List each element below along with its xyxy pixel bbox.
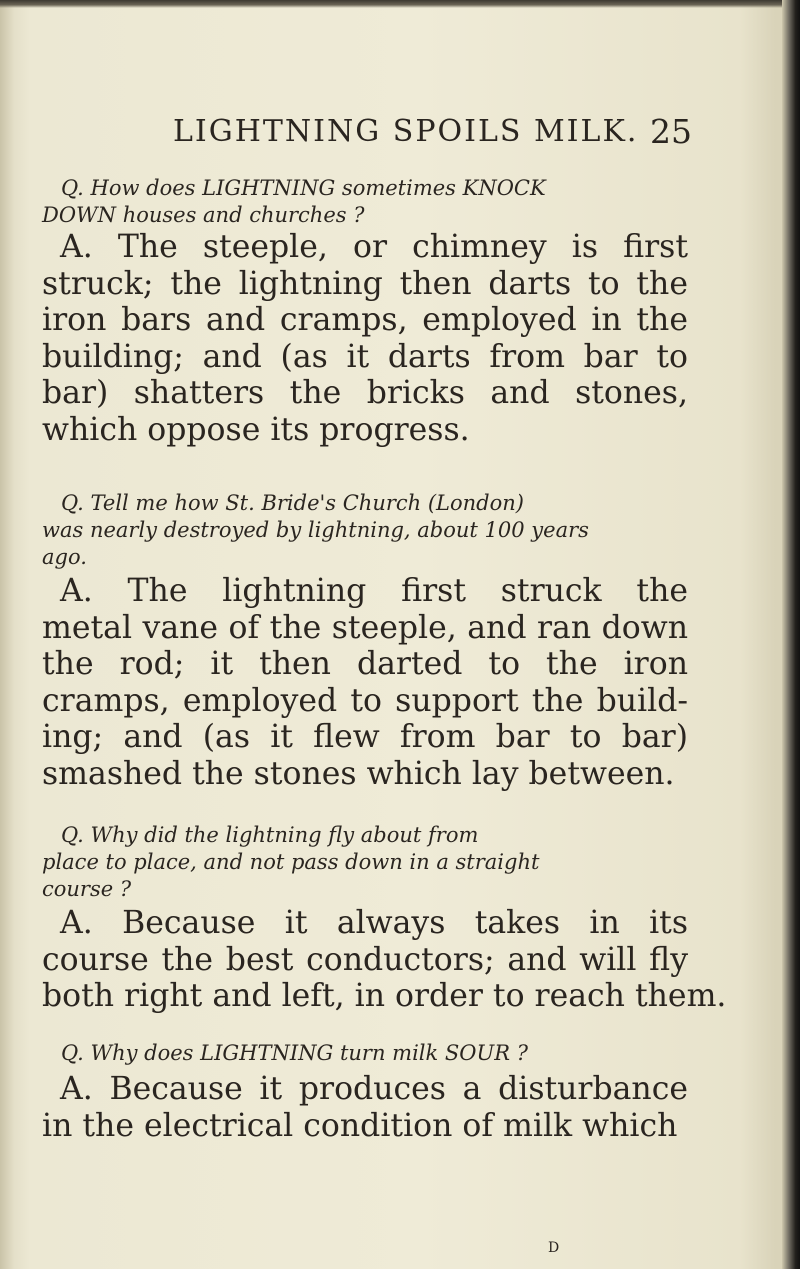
answer-line: A. The steeple, or chimney is first bbox=[60, 229, 688, 265]
qa-entry-2 bbox=[42, 490, 688, 792]
answer-line: both right and left, in order to reach them. bbox=[42, 978, 727, 1014]
page-left-margin-shadow bbox=[0, 0, 14, 1269]
answer-4 bbox=[42, 1071, 688, 1144]
qa-entry-4 bbox=[42, 1040, 688, 1144]
running-head-title: LIGHTNING SPOILS MILK. bbox=[173, 114, 639, 149]
question-3 bbox=[42, 822, 688, 903]
answer-line: in the electrical condition of milk which bbox=[42, 1107, 678, 1144]
answer-line: cramps, employed to support the build- bbox=[42, 682, 688, 719]
answer-line: building; and (as it darts from bar to bbox=[42, 338, 688, 375]
answer-line: struck; the lightning then darts to the bbox=[42, 265, 688, 302]
question-line: was nearly destroyed by lightning, about 100 years bbox=[42, 518, 589, 542]
question-line: Q. How does LIGHTNING sometimes KNOCK bbox=[61, 176, 546, 200]
question-line: place to place, and not pass down in a straight bbox=[42, 850, 540, 874]
question-line: Q. Tell me how St. Bride's Church (London) bbox=[61, 491, 524, 515]
page-top-edge-shadow bbox=[0, 0, 800, 8]
answer-line: A. Because it always takes in its bbox=[60, 905, 688, 941]
answer-line: the rod; it then darted to the iron bbox=[42, 646, 688, 682]
answer-line: A. Because it produces a disturbance bbox=[60, 1071, 688, 1107]
book-spine-shadow bbox=[782, 0, 800, 1269]
question-1 bbox=[42, 175, 688, 229]
answer-line: iron bars and cramps, employed in the bbox=[42, 302, 688, 338]
answer-line: which oppose its progress. bbox=[42, 411, 470, 448]
question-line: Q. Why does LIGHTNING turn milk SOUR ? bbox=[61, 1041, 528, 1065]
question-4 bbox=[42, 1040, 688, 1067]
signature-mark: D bbox=[548, 1240, 561, 1256]
answer-1 bbox=[42, 229, 688, 448]
answer-line: metal vane of the steeple, and ran down bbox=[42, 609, 688, 646]
question-line: DOWN houses and churches ? bbox=[42, 203, 365, 227]
answer-line: ing; and (as it flew from bar to bar) bbox=[42, 719, 688, 755]
answer-2 bbox=[42, 573, 688, 792]
answer-3 bbox=[42, 905, 727, 1015]
answer-line: smashed the stones which lay between. bbox=[42, 755, 675, 792]
question-2 bbox=[42, 490, 688, 571]
qa-entry-1 bbox=[42, 175, 688, 448]
page-number: 25 bbox=[650, 112, 692, 151]
question-line: course ? bbox=[42, 877, 132, 901]
answer-line: course the best conductors; and will fly bbox=[42, 941, 688, 978]
answer-line: A. The lightning first struck the bbox=[60, 573, 688, 609]
question-line: ago. bbox=[42, 545, 87, 569]
answer-line: bar) shatters the bricks and stones, bbox=[42, 375, 688, 411]
qa-entry-3 bbox=[42, 822, 727, 1015]
question-line: Q. Why did the lightning fly about from bbox=[61, 823, 479, 847]
